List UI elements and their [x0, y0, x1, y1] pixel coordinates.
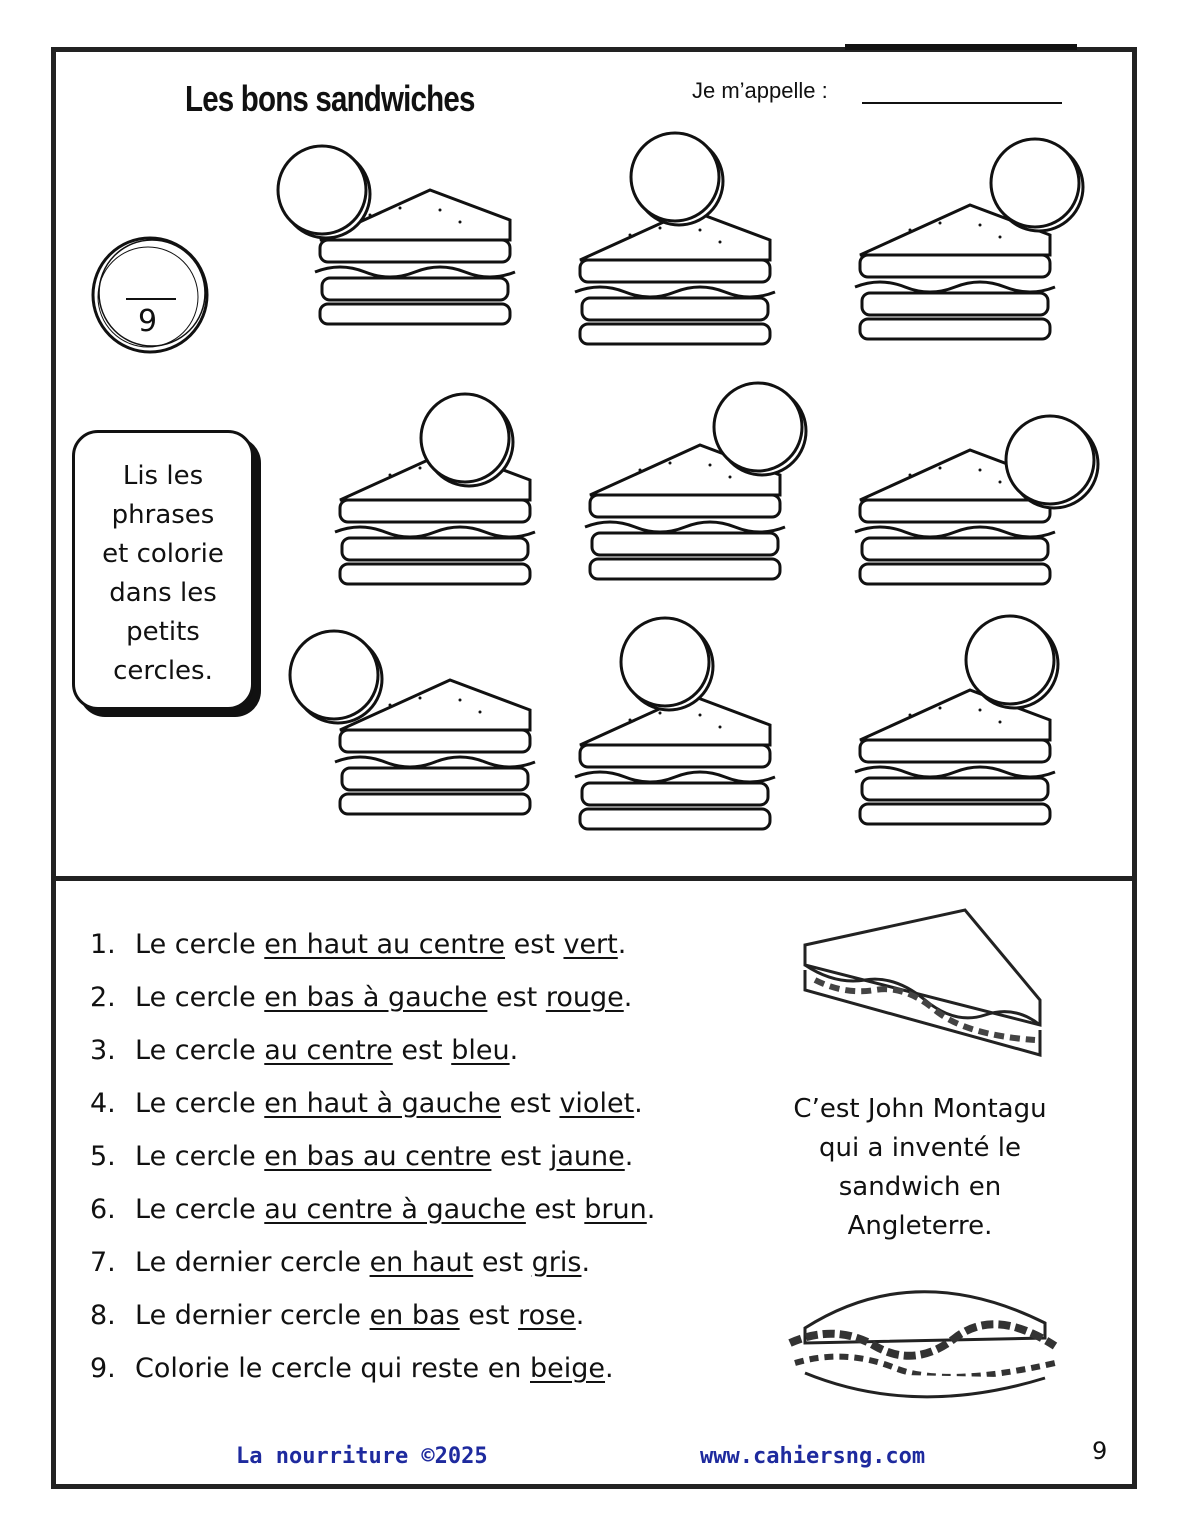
footer-website-link[interactable]: www.cahiersng.com	[700, 1444, 926, 1469]
circle-bottom-left[interactable]	[290, 631, 382, 723]
list-item: 7. Le dernier cercle en haut est gris.	[90, 1247, 591, 1278]
sandwich-grid	[270, 120, 1110, 850]
list-item: 1. Le cercle en haut au centre est vert.	[90, 929, 627, 960]
name-field[interactable]	[862, 102, 1062, 104]
list-item: 2. Le cercle en bas à gauche est rouge.	[90, 982, 633, 1013]
circle-top-center[interactable]	[631, 133, 723, 225]
fact-line: Angleterre.	[847, 1211, 993, 1241]
sentence-list	[90, 918, 655, 1395]
sandwich-bottom-right	[855, 690, 1055, 824]
section-divider	[51, 876, 1137, 881]
score-circle-icon	[88, 233, 213, 358]
page-number: 9	[1092, 1437, 1108, 1465]
top-accent-line	[845, 44, 1077, 50]
sandwich-bottom-center	[575, 695, 775, 829]
list-item: 9. Colorie le cercle qui reste en beige.	[90, 1353, 614, 1384]
instruction-line: et colorie	[102, 539, 224, 569]
instruction-line: dans les	[109, 578, 217, 608]
page-title: Les bons sandwiches	[185, 78, 475, 119]
circle-bottom-center[interactable]	[621, 618, 713, 710]
sandwich-top-center	[575, 210, 775, 344]
fact-line: qui a inventé le	[819, 1133, 1021, 1163]
fun-fact	[760, 1090, 1080, 1246]
name-label: Je m’appelle :	[692, 78, 828, 103]
list-item: 6. Le cercle au centre à gauche est brun.	[90, 1194, 656, 1225]
instructions-box	[72, 430, 254, 710]
list-item: 3. Le cercle au centre est bleu.	[90, 1035, 519, 1066]
sandwich-illustration-icon	[785, 905, 1055, 1065]
list-item: 8. Le dernier cercle en bas est rose.	[90, 1300, 585, 1331]
instruction-line: petits	[126, 617, 200, 647]
fact-line: C’est John Montagu	[793, 1094, 1047, 1124]
list-item: 5. Le cercle en bas au centre est jaune.	[90, 1141, 634, 1172]
instruction-line: Lis les	[122, 461, 204, 491]
sub-sandwich-illustration-icon	[775, 1268, 1065, 1413]
circle-top-left[interactable]	[278, 146, 370, 238]
instruction-line: phrases	[111, 500, 215, 530]
instruction-line: cercles.	[113, 656, 213, 686]
score-denominator: 9	[138, 304, 158, 339]
footer-title: La nourriture ©2025	[236, 1444, 488, 1469]
fact-line: sandwich en	[838, 1172, 1002, 1202]
list-item: 4. Le cercle en haut à gauche est violet.	[90, 1088, 643, 1119]
